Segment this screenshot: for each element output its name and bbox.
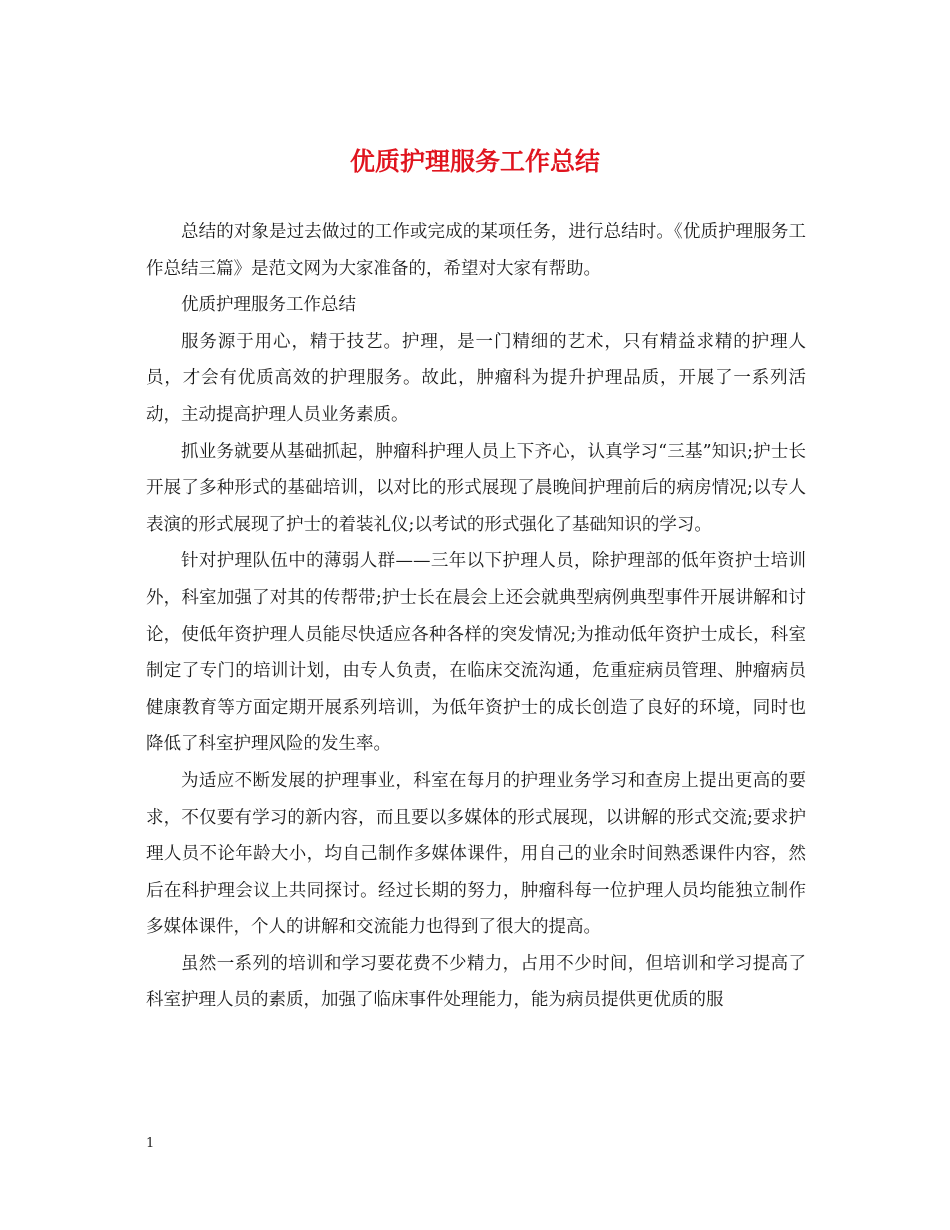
document-body (146, 214, 806, 1019)
section-heading: 优质护理服务工作总结 (181, 295, 356, 316)
body-paragraph: 服务源于用心，精于技艺。护理，是一门精细的艺术，只有精益求精的护理人员，才会有优质高效的护理服务。故此，肿瘤科为提升护理品质，开展了一系列活动，主动提高护理人员业务素质。 (146, 331, 806, 425)
page-number: 1 (146, 1136, 155, 1151)
body-paragraph: 针对护理队伍中的薄弱人群——三年以下护理人员，除护理部的低年资护士培训外，科室加强了对其的传帮带;护士长在晨会上还会就典型病例典型事件开展讲解和讨论，使低年资护理人员能尽快适应各种各样的突发情况;为推动低年资护士成长，科室制定了专门的培训计划，由专人负责，在临床交流沟通，危重症病员管理、肿瘤病员健康教育等方面定期开展系列培训，为低年资护士的成长创造了良好的环境，同时也降低了科室护理风险的发生率。 (146, 551, 806, 755)
body-paragraph: 抓业务就要从基础抓起，肿瘤科护理人员上下齐心，认真学习“三基”知识;护士长开展了多种形式的基础培训，以对比的形式展现了晨晚间护理前后的病房情况;以专人表演的形式展现了护士的着装礼仪;以考试的形式强化了基础知识的学习。 (146, 441, 806, 535)
body-paragraph: 虽然一系列的培训和学习要花费不少精力，占用不少时间，但培训和学习提高了科室护理人员的素质，加强了临床事件处理能力，能为病员提供更优质的服 (146, 953, 806, 1011)
document-title: 优质护理服务工作总结 (349, 147, 600, 176)
intro-paragraph: 总结的对象是过去做过的工作或完成的某项任务，进行总结时。《优质护理服务工作总结三篇》是范文网为大家准备的，希望对大家有帮助。 (146, 222, 806, 279)
body-paragraph: 为适应不断发展的护理事业，科室在每月的护理业务学习和查房上提出更高的要求，不仅要有学习的新内容，而且要以多媒体的形式展现，以讲解的形式交流;要求护理人员不论年龄大小，均自己制作多媒体课件，用自己的业余时间熟悉课件内容，然后在科护理会议上共同探讨。经过长期的努力，肿瘤科每一位护理人员均能独立制作多媒体课件，个人的讲解和交流能力也得到了很大的提高。 (146, 770, 806, 938)
